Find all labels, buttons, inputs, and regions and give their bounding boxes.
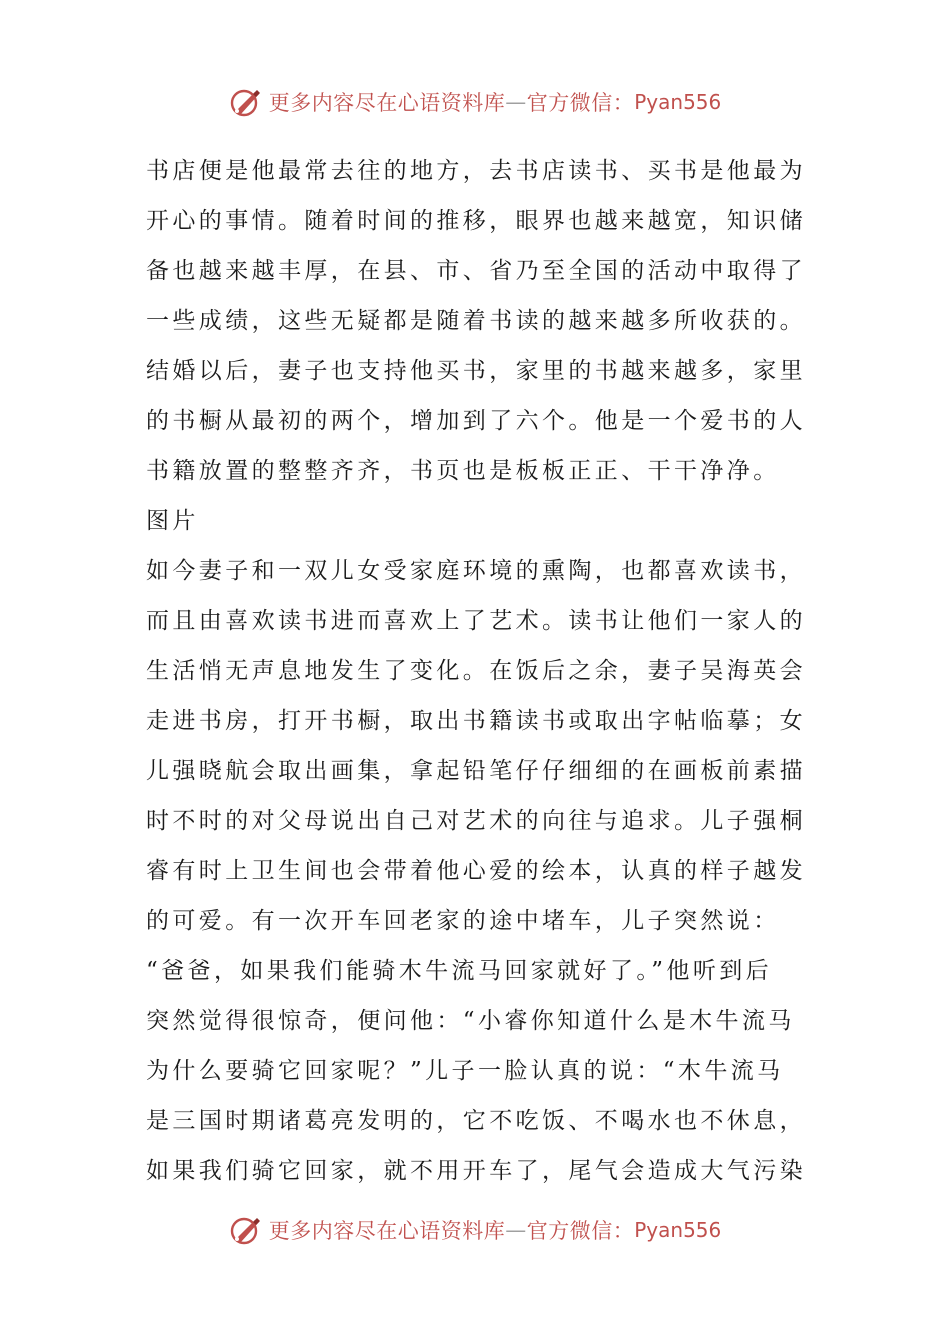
footer-dash: — — [505, 1218, 527, 1242]
body-line: “爸爸，如果我们能骑木牛流马回家就好了。”他听到后 — [146, 958, 773, 984]
footer-wechat-id: Pyan556 — [634, 1218, 722, 1242]
body-line: 书店便是他最常去往的地方，去书店读书、买书是他最为 — [146, 158, 806, 184]
body-line: 生活悄无声息地发生了变化。在饭后之余，妻子吴海英会 — [146, 658, 806, 684]
header-banner — [0, 80, 950, 124]
footer-wechat-label: 官方微信： — [526, 1219, 635, 1243]
header-dash: — — [505, 90, 527, 114]
body-line: 开心的事情。随着时间的推移，眼界也越来越宽，知识储 — [146, 208, 806, 234]
header-main-text: 更多内容尽在心语资料库 — [268, 91, 506, 115]
body-line: 突然觉得很惊奇，便问他：“小睿你知道什么是木牛流马 — [146, 1008, 795, 1034]
body-line: 为什么要骑它回家呢？”儿子一脸认真的说：“木牛流马 — [146, 1058, 784, 1084]
body-line: 如今妻子和一双儿女受家庭环境的熏陶，也都喜欢读书， — [146, 558, 806, 584]
image-placeholder-label: 图片 — [146, 508, 199, 534]
pen-circle-logo-icon — [229, 1213, 263, 1247]
body-line: 结婚以后，妻子也支持他买书，家里的书越来越多，家里 — [146, 358, 806, 384]
footer-banner — [0, 1208, 950, 1252]
pen-circle-logo-icon — [229, 85, 263, 119]
footer-main-text: 更多内容尽在心语资料库 — [268, 1219, 506, 1243]
body-line: 走进书房，打开书橱，取出书籍读书或取出字帖临摹；女 — [146, 708, 806, 734]
body-line: 睿有时上卫生间也会带着他心爱的绘本，认真的样子越发 — [146, 858, 806, 884]
body-line: 是三国时期诸葛亮发明的，它不吃饭、不喝水也不休息， — [146, 1108, 806, 1134]
body-line: 一些成绩，这些无疑都是随着书读的越来越多所收获的。 — [146, 308, 806, 334]
header-wechat-id: Pyan556 — [634, 90, 722, 114]
header-wechat-label: 官方微信： — [526, 91, 635, 115]
body-line: 而且由喜欢读书进而喜欢上了艺术。读书让他们一家人的 — [146, 608, 806, 634]
body-line: 备也越来越丰厚，在县、市、省乃至全国的活动中取得了 — [146, 258, 806, 284]
document-body — [146, 146, 814, 1196]
body-line: 的书橱从最初的两个，增加到了六个。他是一个爱书的人 — [146, 408, 806, 434]
body-line: 的可爱。有一次开车回老家的途中堵车，儿子突然说： — [146, 908, 780, 934]
body-line: 书籍放置的整整齐齐，书页也是板板正正、干干净净。 — [146, 458, 780, 484]
body-line: 时不时的对父母说出自己对艺术的向往与追求。儿子强桐 — [146, 808, 806, 834]
body-line: 儿强晓航会取出画集，拿起铅笔仔仔细细的在画板前素描 — [146, 758, 806, 784]
body-line: 如果我们骑它回家，就不用开车了，尾气会造成大气污染 — [146, 1158, 806, 1184]
